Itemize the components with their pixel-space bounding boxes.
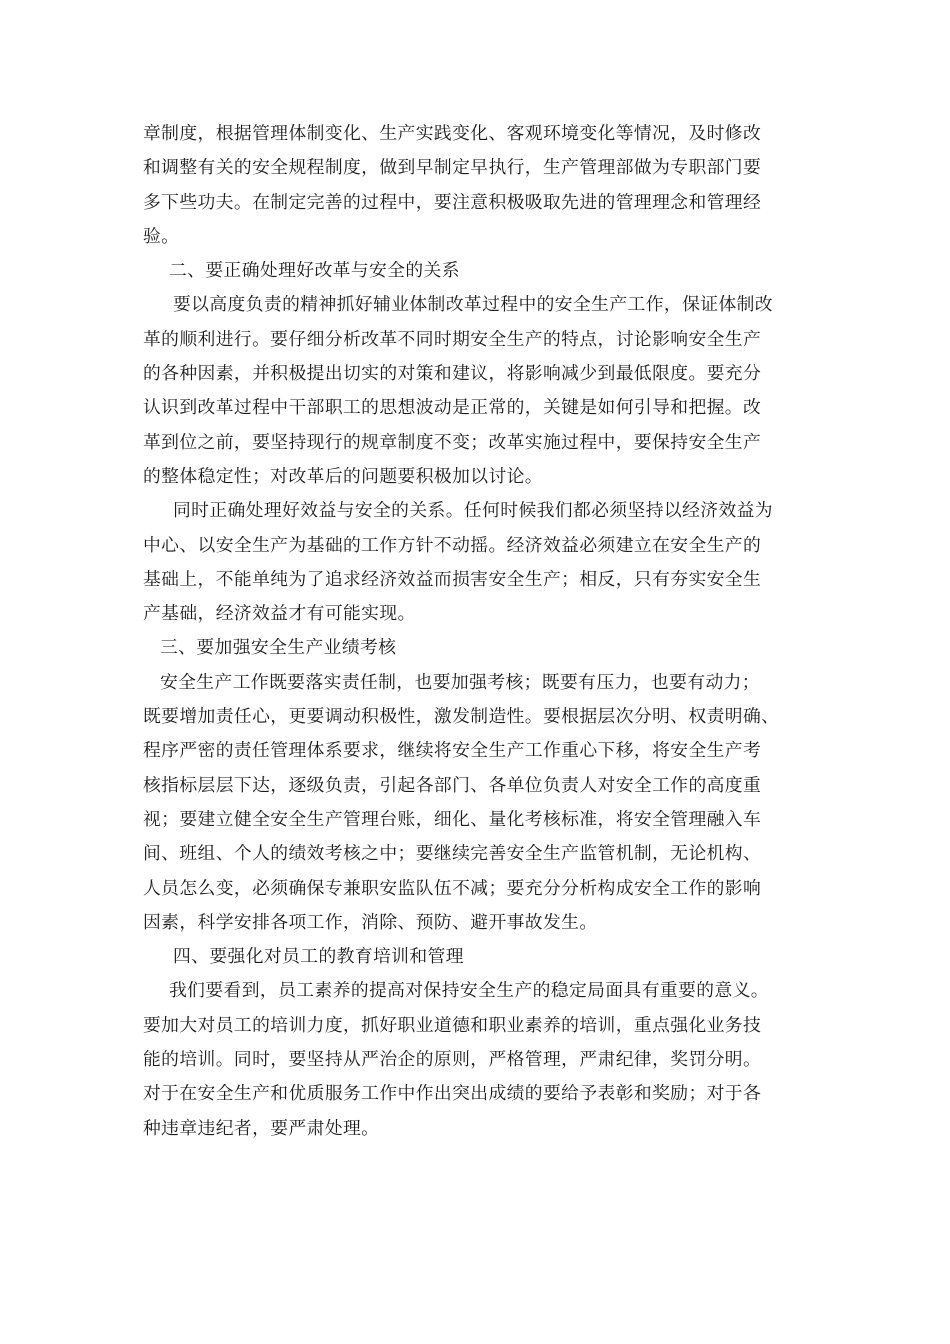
text-line: 间、班组、个人的绩效考核之中；要继续完善安全生产监管机制，无论机构、 (143, 843, 762, 865)
text-line: 要以高度负责的精神抓好辅业体制改革过程中的安全生产工作，保证体制改 (173, 294, 773, 316)
text-line: 能的培训。同时，要坚持从严治企的原则，严格管理，严肃纪律，奖罚分明。 (143, 1049, 762, 1071)
text-line: 核指标层层下达，逐级负责，引起各部门、各单位负责人对安全工作的高度重 (143, 774, 762, 796)
text-line: 革到位之前，要坚持现行的规章制度不变；改革实施过程中，要保持安全生产 (143, 431, 762, 453)
text-line: 验。 (143, 225, 180, 247)
text-line: 和调整有关的安全规程制度，做到早制定早执行，生产管理部做为专职部门要 (143, 157, 762, 179)
heading-text: 二、要正确处理好改革与安全的关系 (169, 260, 460, 282)
document-body (143, 117, 813, 1146)
text-line: 章制度，根据管理体制变化、生产实践变化、客观环境变化等情况，及时修改 (143, 123, 762, 144)
text-line: 安全生产工作既要落实责任制，也要加强考核；既要有压力，也要有动力； (160, 671, 760, 693)
heading-text: 四、要强化对员工的教育培训和管理 (173, 946, 464, 968)
text-line: 视；要建立健全安全生产管理台账，细化、量化考核标准，将安全管理融入车 (143, 808, 762, 830)
text-line: 同时正确处理好效益与安全的关系。任何时候我们都必须坚持以经济效益为 (173, 500, 773, 522)
text-line: 要加大对员工的培训力度，抓好职业道德和职业素养的培训，重点强化业务技 (143, 1014, 762, 1036)
body-paragraph (143, 974, 813, 1145)
section-heading (143, 631, 813, 665)
text-line: 我们要看到，员工素养的提高对保持安全生产的稳定局面具有重要的意义。 (169, 980, 769, 1002)
text-line: 的整体稳定性；对改革后的问题要积极加以讨论。 (143, 465, 543, 487)
text-line: 中心、以安全生产为基础的工作方针不动摇。经济效益必须建立在安全生产的 (143, 534, 762, 556)
text-line: 程序严密的责任管理体系要求，继续将安全生产工作重心下移，将安全生产考 (143, 740, 762, 762)
text-line: 对于在安全生产和优质服务工作中作出突出成绩的要给予表彰和奖励；对于各 (143, 1083, 762, 1105)
body-paragraph (143, 494, 813, 631)
text-line: 的各种因素，并积极提出切实的对策和建议，将影响减少到最低限度。要充分 (143, 363, 762, 385)
section-heading (143, 254, 813, 288)
heading-text: 三、要加强安全生产业绩考核 (160, 637, 397, 659)
text-line: 产基础，经济效益才有可能实现。 (143, 603, 416, 625)
text-line: 基础上，不能单纯为了追求经济效益而损害安全生产；相反，只有夯实安全生 (143, 568, 762, 590)
text-line: 因素，科学安排各项工作，消除、预防、避开事故发生。 (143, 911, 598, 933)
section-heading (143, 940, 813, 974)
text-line: 多下些功夫。在制定完善的过程中，要注意积极吸取先进的管理理念和管理经 (143, 191, 762, 213)
text-line: 种违章违纪者，要严肃处理。 (143, 1117, 380, 1139)
body-paragraph (143, 666, 813, 940)
text-line: 既要增加责任心，更要调动积极性，激发制造性。要根据层次分明、权责明确、 (143, 706, 780, 728)
text-line: 人员怎么变，必须确保专兼职安监队伍不减；要充分分析构成安全工作的影响 (143, 877, 762, 899)
body-paragraph (143, 117, 813, 254)
text-line: 认识到改革过程中干部职工的思想波动是正常的，关键是如何引导和把握。改 (143, 397, 762, 419)
body-paragraph (143, 288, 813, 494)
text-line: 革的顺利进行。要仔细分析改革不同时期安全生产的特点，讨论影响安全生产 (143, 328, 762, 350)
